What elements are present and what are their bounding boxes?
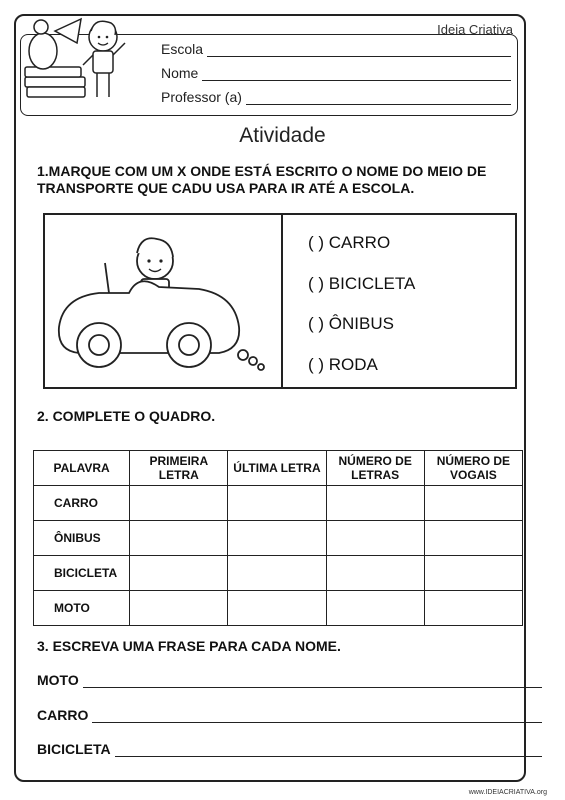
professor-line[interactable] [246,90,511,105]
header-numero-vogais: NÚMERO DE VOGAIS [424,451,522,486]
option-roda[interactable]: ( ) RODA [308,355,378,374]
q1-box [43,213,517,389]
write-label-bicicleta: BICICLETA [37,741,111,757]
write-line-carro[interactable] [37,707,542,723]
q1-divider [281,215,283,387]
cell-input[interactable] [326,556,424,591]
escola-label: Escola [161,41,204,57]
q1-text-line1: 1.MARQUE COM UM X ONDE ESTÁ ESCRITO O NOME DO MEIO DE [37,163,487,179]
footer-url: www.IDEIACRIATIVA.org [468,789,547,796]
nome-field[interactable] [161,65,511,81]
table-row [34,591,523,626]
q3-text: 3. ESCREVA UMA FRASE PARA CADA NOME. [37,638,341,654]
cell-input[interactable] [424,486,522,521]
escola-field[interactable] [161,41,511,57]
write-line[interactable] [115,742,542,757]
option-bicicleta[interactable]: ( ) BICICLETA [308,274,416,293]
q2-text: 2. COMPLETE O QUADRO. [37,408,216,424]
cell-input[interactable] [326,591,424,626]
page-title: Atividade [239,124,326,147]
header-numero-letras: NÚMERO DE LETRAS [326,451,424,486]
row-word-carro: CARRO [34,486,130,521]
table-row [34,521,523,556]
nome-line[interactable] [202,66,511,81]
cell-input[interactable] [130,521,228,556]
write-line-moto[interactable] [37,672,542,688]
row-word-bicicleta: BICICLETA [34,556,130,591]
cell-input[interactable] [424,521,522,556]
write-line[interactable] [83,673,542,688]
header-palavra: PALAVRA [34,451,130,486]
cell-input[interactable] [228,521,326,556]
quadro-table [33,450,523,626]
cell-input[interactable] [228,486,326,521]
q1-text-line2: TRANSPORTE QUE CADU USA PARA IR ATÉ A ESCOLA. [37,180,415,196]
cell-input[interactable] [326,486,424,521]
option-onibus[interactable]: ( ) ÔNIBUS [308,314,394,333]
write-line-bicicleta[interactable] [37,741,542,757]
cell-input[interactable] [228,591,326,626]
row-word-moto: MOTO [34,591,130,626]
cell-input[interactable] [130,486,228,521]
option-carro[interactable]: ( ) CARRO [308,233,391,252]
table-row [34,486,523,521]
header-ultima-letra: ÚLTIMA LETRA [228,451,326,486]
cell-input[interactable] [326,521,424,556]
table-header-row [34,451,523,486]
write-line[interactable] [92,708,542,723]
kid-books-illustration [21,13,133,103]
cell-input[interactable] [424,591,522,626]
write-label-moto: MOTO [37,672,79,688]
cell-input[interactable] [228,556,326,591]
cell-input[interactable] [424,556,522,591]
escola-line[interactable] [207,42,511,57]
nome-label: Nome [161,65,199,81]
brand-label: Ideia Criativa [437,22,513,37]
write-label-carro: CARRO [37,707,89,723]
cell-input[interactable] [130,591,228,626]
cell-input[interactable] [130,556,228,591]
header-primeira-letra: PRIMEIRA LETRA [130,451,228,486]
row-word-onibus: ÔNIBUS [34,521,130,556]
professor-field[interactable] [161,89,511,105]
header-box [20,34,518,116]
professor-label: Professor (a) [161,89,242,105]
boy-in-car-illustration [49,217,279,387]
table-row [34,556,523,591]
